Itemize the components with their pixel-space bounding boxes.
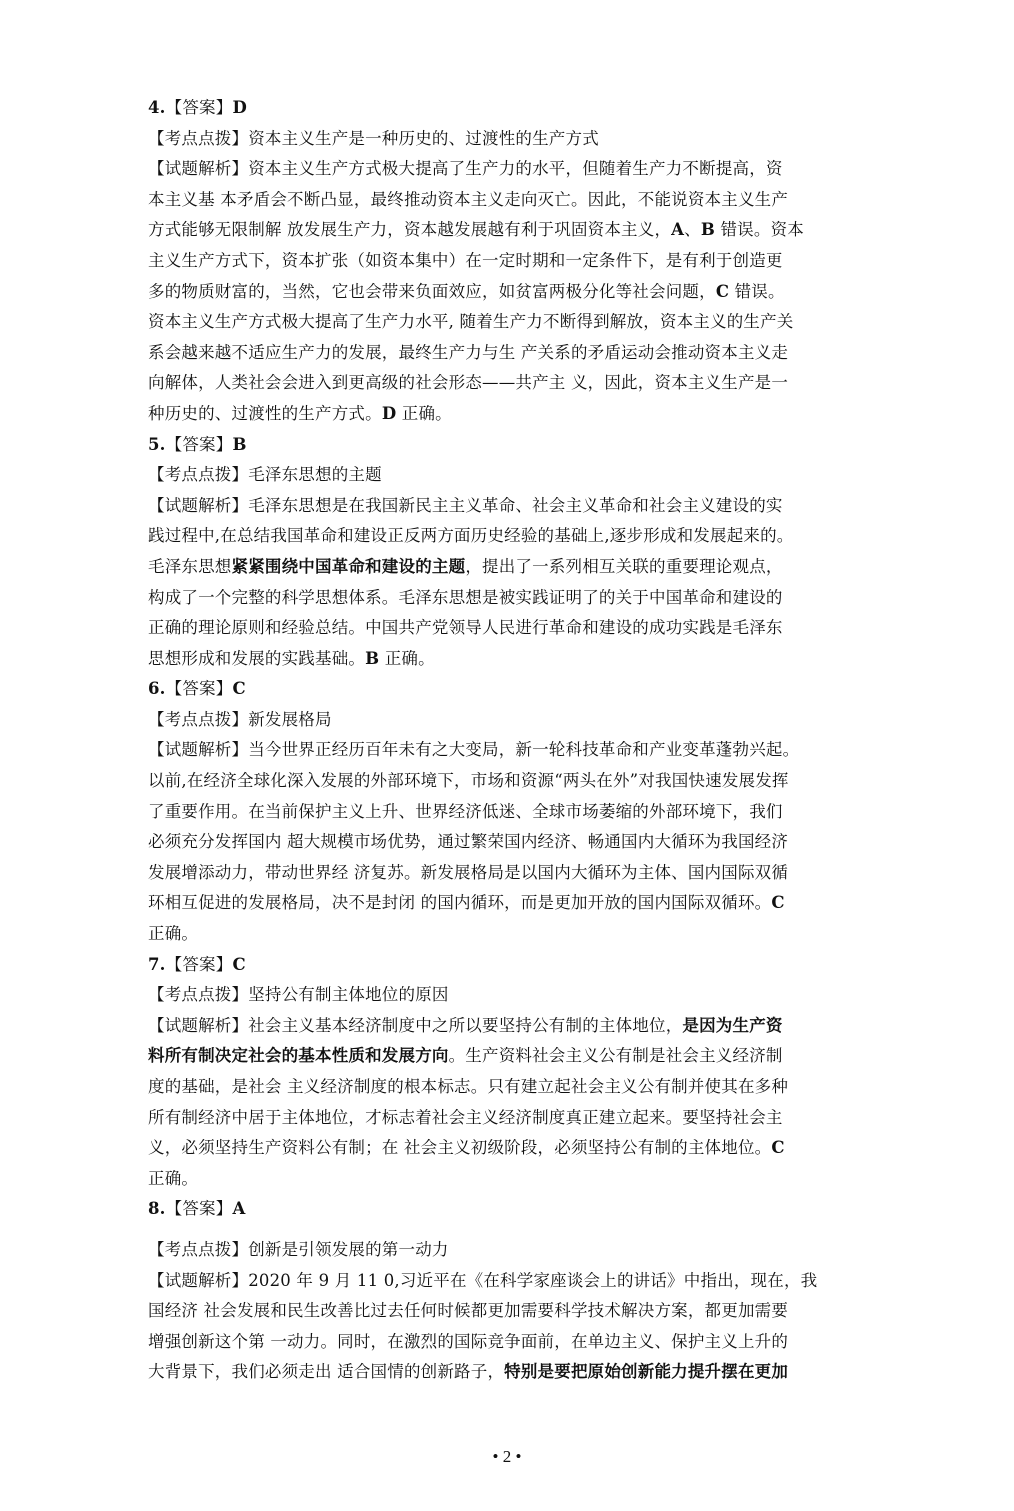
- text-line: [148, 338, 870, 369]
- text-span: 【答案】: [165, 1199, 233, 1219]
- text-span: 系会越来越不适应生产力的发展，最终生产力与生 产关系的矛盾运动会推动资本主义走: [148, 342, 789, 362]
- text-span: 错误。: [729, 281, 785, 301]
- text-line: [148, 1133, 870, 1164]
- text-span: 【考点点拨】资本主义生产是一种历史的、过渡性的生产方式: [148, 128, 599, 148]
- bold-text: C: [715, 281, 730, 301]
- text-line: [148, 950, 870, 981]
- bold-text: C: [232, 954, 246, 974]
- text-line: [148, 1357, 870, 1388]
- text-span: 【考点点拨】坚持公有制主体地位的原因: [148, 985, 449, 1005]
- text-span: 国经济 社会发展和民生改善比过去任何时候都更加需要科学技术解决方案，都更加需要: [148, 1301, 789, 1321]
- text-span: 【答案】: [165, 98, 233, 117]
- text-line: [148, 185, 870, 216]
- text-line: [148, 124, 870, 155]
- text-line: [148, 1296, 870, 1327]
- text-line: [148, 1164, 870, 1195]
- text-line: [148, 215, 870, 246]
- text-line: [148, 766, 870, 797]
- bold-text: 料所有制决定社会的基本性质和发展方向: [148, 1046, 449, 1066]
- bold-text: D: [232, 98, 247, 117]
- text-line: [148, 613, 870, 644]
- text-span: 【试题解析】毛泽东思想是在我国新民主主义革命、社会主义革命和社会主义建设的实: [148, 495, 783, 515]
- text-span: 以前,在经济全球化深入发展的外部环境下，市场和资源“两头在外”对我国快速发展发挥: [148, 771, 789, 791]
- text-span: 【答案】: [165, 679, 233, 699]
- text-line: [148, 1041, 870, 1072]
- text-span: 【答案】: [165, 954, 233, 974]
- text-line: [148, 1235, 870, 1266]
- bold-text: 8.: [148, 1199, 166, 1219]
- text-line: [148, 154, 870, 185]
- text-span: 、: [684, 220, 701, 240]
- text-line: [148, 521, 870, 552]
- text-line: [148, 399, 870, 430]
- bold-text: 5.: [148, 434, 166, 454]
- text-span: 【试题解析】社会主义基本经济制度中之所以要坚持公有制的主体地位，: [148, 1015, 683, 1035]
- text-span: 主义生产方式下，资本扩张（如资本集中）在一定时期和一定条件下，是有利于创造更: [148, 250, 783, 270]
- text-line: [148, 1266, 870, 1297]
- text-span: 资本主义生产方式极大提高了生产力水平, 随着生产力不断得到解放，资本主义的生产关: [148, 312, 794, 332]
- text-span: 错误。资本: [715, 220, 804, 240]
- bold-text: B: [232, 434, 247, 454]
- text-line: [148, 93, 870, 124]
- bold-text: C: [771, 893, 785, 913]
- bold-text: B: [365, 648, 380, 668]
- text-span: 本主义基 本矛盾会不断凸显，最终推动资本主义走向灭亡。因此，不能说资本主义生产: [148, 189, 789, 209]
- text-line: [148, 1103, 870, 1134]
- text-span: 增强创新这个第 一动力。同时，在激烈的国际竞争面前，在单边主义、保护主义上升的: [148, 1331, 789, 1351]
- text-line: [148, 980, 870, 1011]
- text-span: 所有制经济中居于主体地位，才标志着社会主义经济制度真正建立起来。要坚持社会主: [148, 1107, 783, 1127]
- bold-text: 是因为生产资: [682, 1015, 783, 1035]
- text-span: 【考点点拨】毛泽东思想的主题: [148, 465, 382, 485]
- text-line: [148, 797, 870, 828]
- text-span: 正确。: [396, 403, 452, 423]
- text-span: 正确的理论原则和经验总结。中国共产党领导人民进行革命和建设的成功实践是毛泽东: [148, 618, 783, 638]
- text-span: 种历史的、过渡性的生产方式。: [148, 403, 382, 423]
- bold-text: 6.: [148, 679, 166, 699]
- bold-text: D: [381, 403, 397, 423]
- text-span: 发展增添动力，带动世界经 济复苏。新发展格局是以国内大循环为主体、国内国际双循: [148, 862, 789, 882]
- text-span: 正确。: [148, 1168, 199, 1188]
- answer-explanations: [148, 93, 870, 1388]
- bold-text: 紧紧围绕中国革命和建设的主题: [231, 556, 466, 576]
- text-span: 践过程中,在总结我国革命和建设正反两方面历史经验的基础上,逐步形成和发展起来的。: [148, 526, 794, 546]
- text-span: 正确。: [148, 924, 199, 944]
- bold-text: A: [232, 1199, 246, 1219]
- text-span: 【试题解析】当今世界正经历百年未有之大变局，新一轮科技革命和产业变革蓬勃兴起。: [148, 740, 800, 760]
- text-span: 【试题解析】2020 年 9 月 11 0,习近平在《在科学家座谈会上的讲话》中指出，现在，我: [148, 1270, 818, 1290]
- text-line: [148, 919, 870, 950]
- text-span: 多的物质财富的，当然，它也会带来负面效应，如贫富两极分化等社会问题，: [148, 281, 716, 301]
- text-line: [148, 644, 870, 675]
- text-line: [148, 583, 870, 614]
- text-span: 方式能够无限制解 放发展生产力，资本越发展越有利于巩固资本主义，: [148, 220, 672, 240]
- bold-text: B: [700, 220, 716, 240]
- text-line: [148, 277, 870, 308]
- text-span: 必须充分发挥国内 超大规模市场优势，通过繁荣国内经济、畅通国内大循环为我国经济: [148, 832, 789, 852]
- text-line: [148, 858, 870, 889]
- text-line: [148, 552, 870, 583]
- text-span: 【试题解析】资本主义生产方式极大提高了生产力的水平，但随着生产力不断提高，资: [148, 159, 783, 179]
- text-line: [148, 246, 870, 277]
- text-span: 【考点点拨】创新是引领发展的第一动力: [148, 1239, 449, 1259]
- text-line: [148, 460, 870, 491]
- text-line: [148, 491, 870, 522]
- text-span: 【答案】: [165, 434, 233, 454]
- text-line: [148, 307, 870, 338]
- text-span: 毛泽东思想: [148, 556, 232, 576]
- text-span: 义，必须坚持生产资料公有制；在 社会主义初级阶段，必须坚持公有制的主体地位。: [148, 1138, 772, 1158]
- bold-text: C: [232, 679, 246, 699]
- bold-text: A: [671, 220, 685, 240]
- spacer: [148, 1225, 870, 1235]
- text-line: [148, 1072, 870, 1103]
- text-span: 向解体，人类社会会进入到更高级的社会形态——共产主 义，因此，资本主义生产是一: [148, 373, 789, 393]
- text-line: [148, 1011, 870, 1042]
- page-number: • 2 •: [492, 1447, 522, 1466]
- text-line: [148, 1194, 870, 1225]
- bold-text: 特别是要把原始创新能力提升摆在更加: [504, 1362, 789, 1382]
- text-line: [148, 368, 870, 399]
- bold-text: 4.: [148, 98, 166, 117]
- text-span: 构成了一个完整的科学思想体系。毛泽东思想是被实践证明了的关于中国革命和建设的: [148, 587, 783, 607]
- text-line: [148, 674, 870, 705]
- text-span: ，提出了一系列相互关联的重要理论观点，: [465, 556, 783, 576]
- text-span: 了重要作用。在当前保护主义上升、世界经济低迷、全球市场萎缩的外部环境下，我们: [148, 801, 783, 821]
- text-line: [148, 888, 870, 919]
- text-line: [148, 827, 870, 858]
- text-span: 【考点点拨】新发展格局: [148, 709, 332, 729]
- text-span: 环相互促进的发展格局，决不是封闭 的国内循环，而是更加开放的国内国际双循环。: [148, 893, 772, 913]
- bold-text: 7.: [148, 954, 166, 974]
- bold-text: C: [771, 1138, 785, 1158]
- text-span: 。生产资料社会主义公有制是社会主义经济制: [448, 1046, 783, 1066]
- text-line: [148, 430, 870, 461]
- text-line: [148, 1327, 870, 1358]
- text-span: 度的基础，是社会 主义经济制度的根本标志。只有建立起社会主义公有制并使其在多种: [148, 1077, 789, 1096]
- text-span: 大背景下，我们必须走出 适合国情的创新路子，: [148, 1362, 505, 1382]
- text-line: [148, 705, 870, 736]
- text-span: 正确。: [379, 648, 435, 668]
- text-line: [148, 735, 870, 766]
- text-span: 思想形成和发展的实践基础。: [148, 648, 366, 668]
